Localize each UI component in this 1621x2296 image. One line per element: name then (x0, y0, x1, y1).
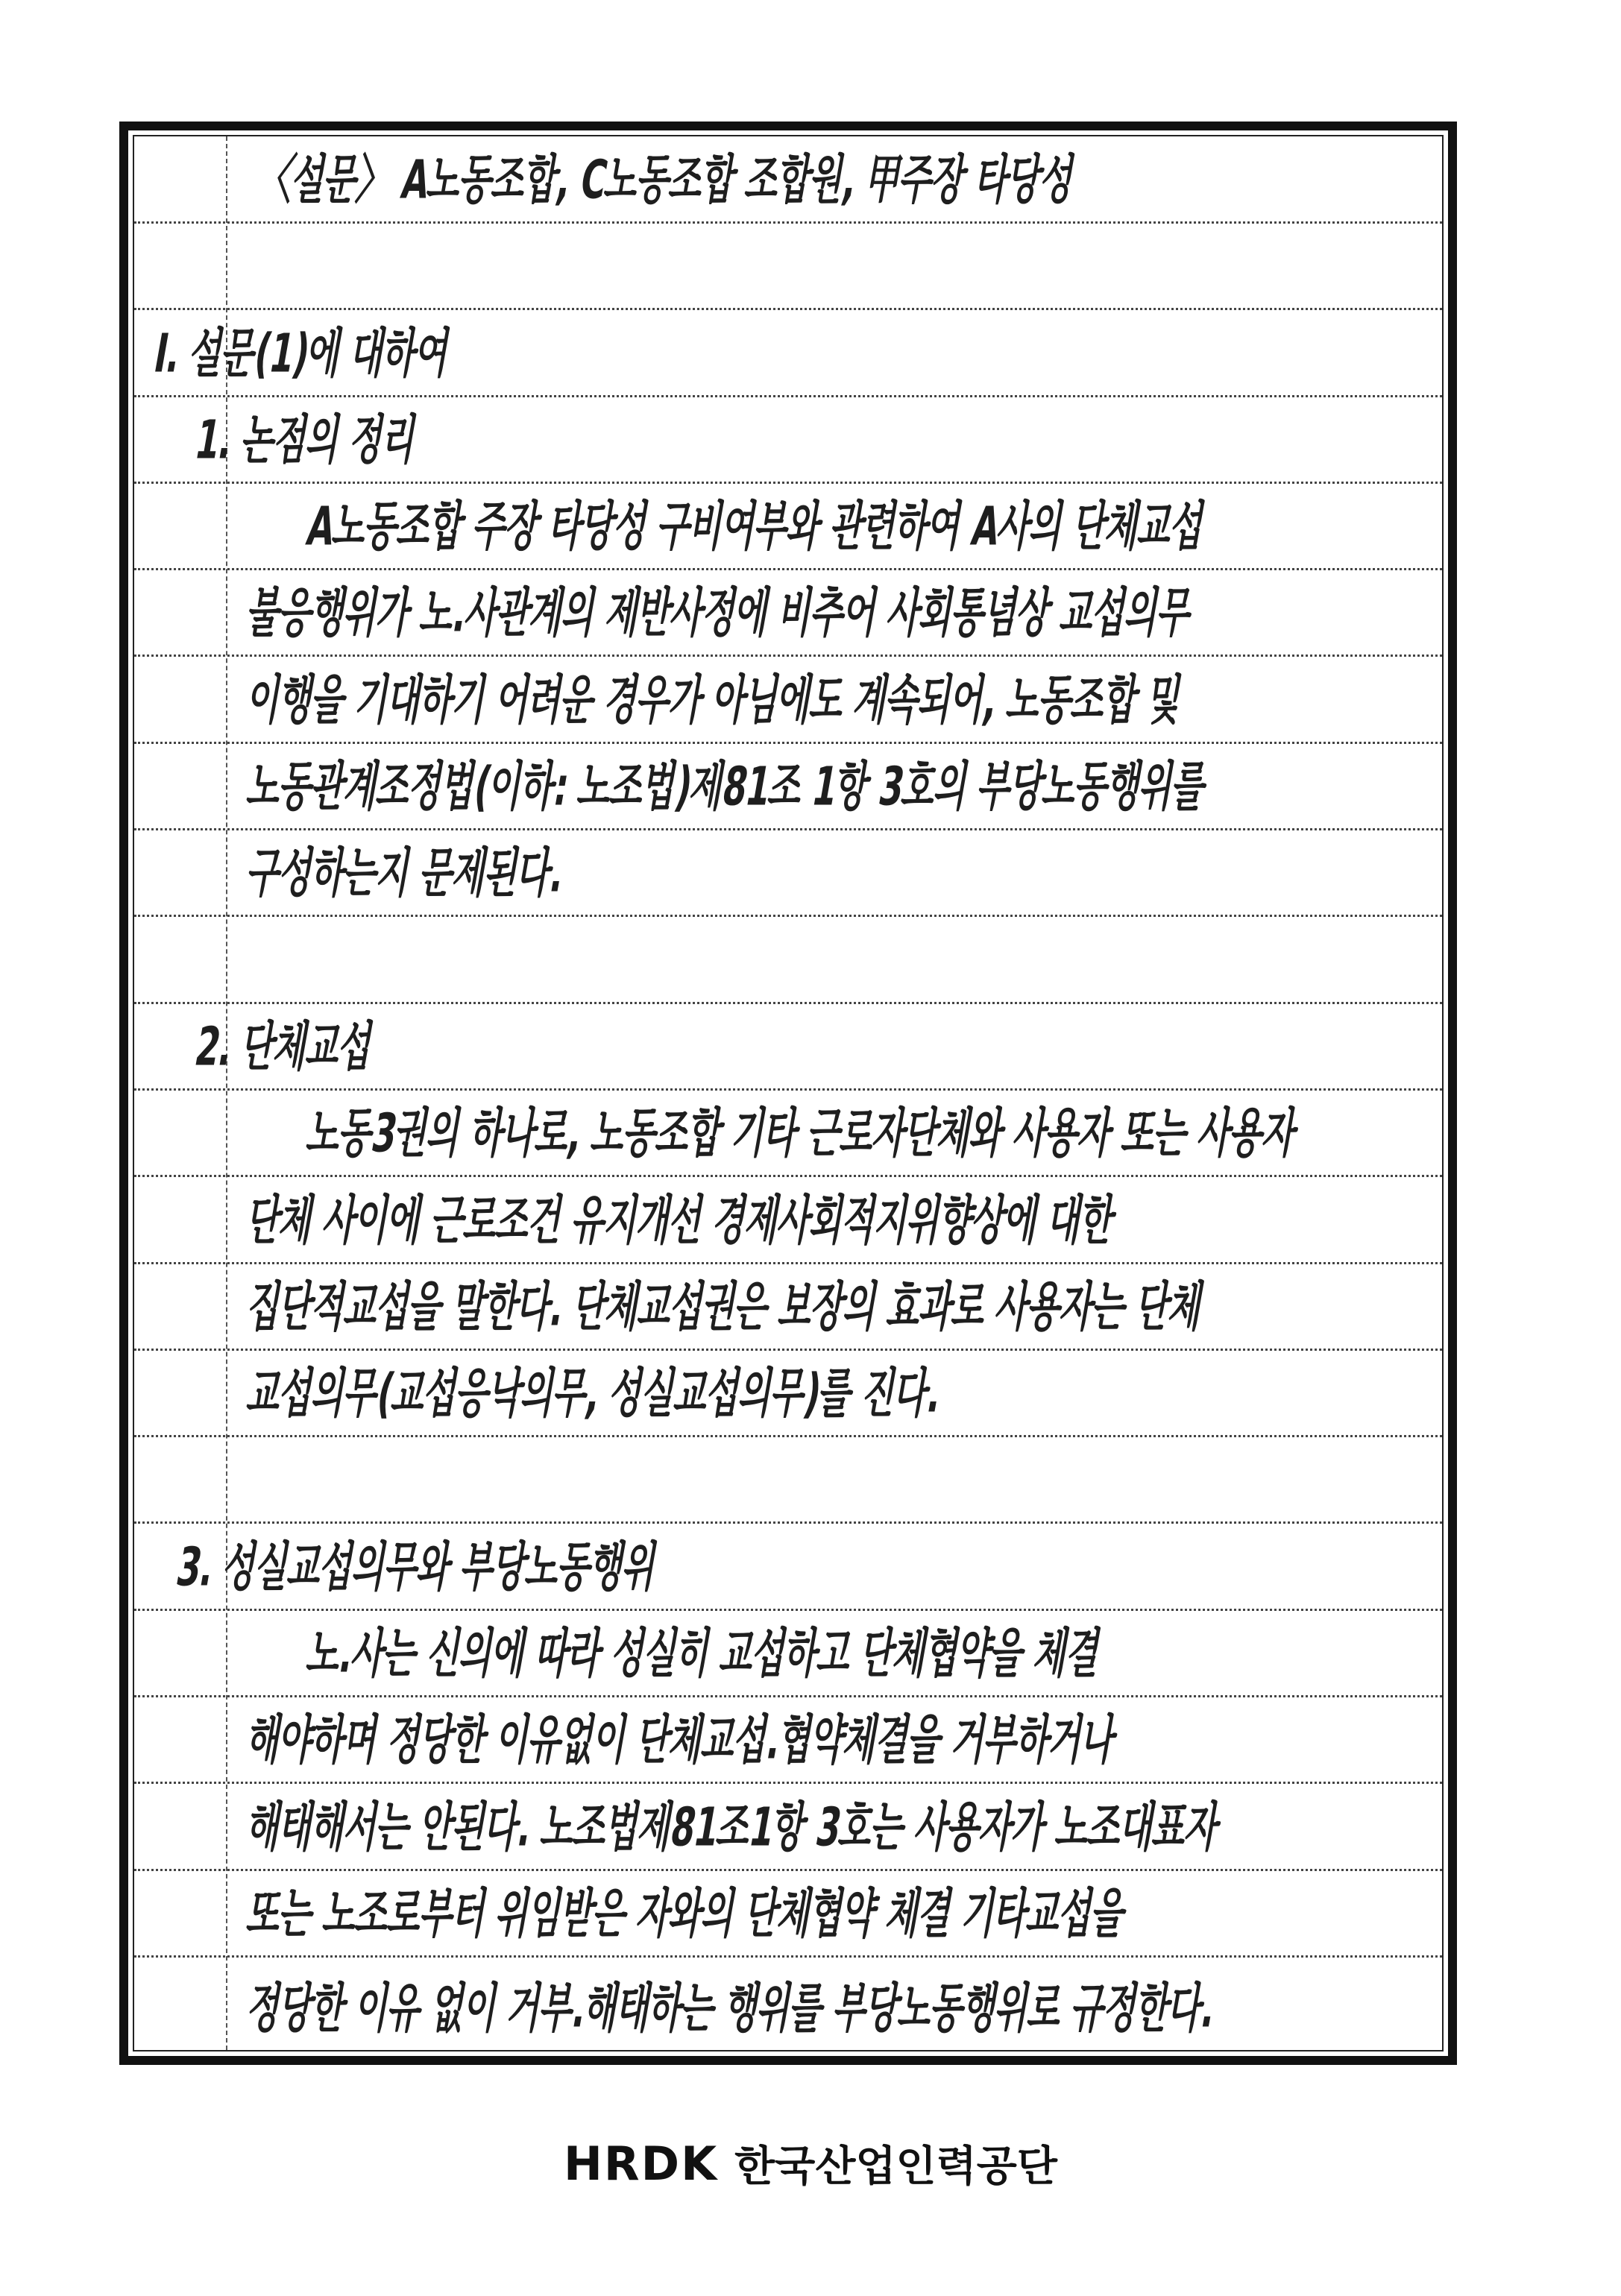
line-text: 노동관계조정법(이하: 노조법)제81조 1항 3호의 부당노동행위를 (242, 754, 1212, 818)
sheet-line (134, 657, 1442, 744)
sheet-line (134, 1091, 1442, 1177)
line-text: 또는 노조로부터 위임받은 자와의 단체협약 체결 기타교섭을 (242, 1882, 1131, 1945)
sheet-line (134, 570, 1442, 657)
sheet-line (134, 1524, 1442, 1611)
sheet-line (134, 917, 1442, 1003)
sheet-line (134, 1177, 1442, 1264)
organization-name: 한국산업인력공단 (734, 2142, 1057, 2191)
line-text: A노동조합 주장 타당성 구비여부와 관련하여 A사의 단체교섭 (302, 494, 1210, 558)
line-text: 불응행위가 노.사관계의 제반사정에 비추어 사회통념상 교섭의무 (242, 581, 1197, 644)
line-text: 노.사는 신의에 따라 성실히 교섭하고 단체협약을 체결 (302, 1621, 1106, 1685)
line-text: 해태해서는 안된다. 노조법제81조1항 3호는 사용자가 노조대표자 (242, 1795, 1225, 1858)
sheet-line (134, 1611, 1442, 1697)
sheet-line (134, 397, 1442, 484)
sheet-line (134, 1004, 1442, 1091)
line-text: 노동3권의 하나로, 노동조합 기타 근로자단체와 사용자 또는 사용자 (302, 1101, 1302, 1164)
subsection-heading: 3. 성실교섭의무와 부당노동행위 (171, 1535, 662, 1598)
sheet-line (134, 1351, 1442, 1437)
sheet-line (134, 1784, 1442, 1870)
footer (0, 2133, 1621, 2193)
line-text: 교섭의무(교섭응낙의무, 성실교섭의무)를 진다. (242, 1361, 946, 1425)
answer-title: 〈설문〉 A노동조합, C노동조합 조합원, 甲주장 타당성 (254, 148, 1080, 211)
answer-sheet-frame (119, 122, 1457, 2065)
line-text: 이행을 기대하기 어려운 경우가 아님에도 계속되어, 노동조합 및 (242, 668, 1187, 731)
line-text: 구성하는지 문제된다. (242, 842, 570, 904)
sheet-line (134, 744, 1442, 830)
sheet-line (134, 310, 1442, 397)
answer-sheet (133, 135, 1444, 2051)
line-text: 정당한 이유 없이 거부.해태하는 행위를 부당노동행위로 규정한다. (242, 1976, 1221, 2040)
line-text: 해야하며 정당한 이유없이 단체교섭.협약체결을 거부하거나 (242, 1709, 1121, 1771)
sheet-line (134, 1437, 1442, 1524)
sheet-line (134, 1697, 1442, 1784)
sheet-line (134, 136, 1442, 224)
logo-mark: HRDK (564, 2136, 719, 2191)
sheet-line (134, 224, 1442, 310)
hrdk-logo (564, 2133, 1057, 2193)
sheet-line (134, 830, 1442, 917)
section-heading: I. 설문(1)에 대하여 (149, 321, 455, 384)
subsection-heading: 1. 논점의 정리 (190, 408, 422, 471)
sheet-line (134, 1958, 1442, 2050)
sheet-line (134, 1264, 1442, 1351)
line-text: 집단적교섭을 말한다. 단체교섭권은 보장의 효과로 사용자는 단체 (242, 1275, 1208, 1338)
subsection-heading: 2. 단체교섭 (190, 1015, 378, 1078)
sheet-line (134, 484, 1442, 570)
sheet-line (134, 1871, 1442, 1958)
line-text: 단체 사이에 근로조건 유지개선 경제사회적지위향상에 대한 (242, 1188, 1120, 1251)
